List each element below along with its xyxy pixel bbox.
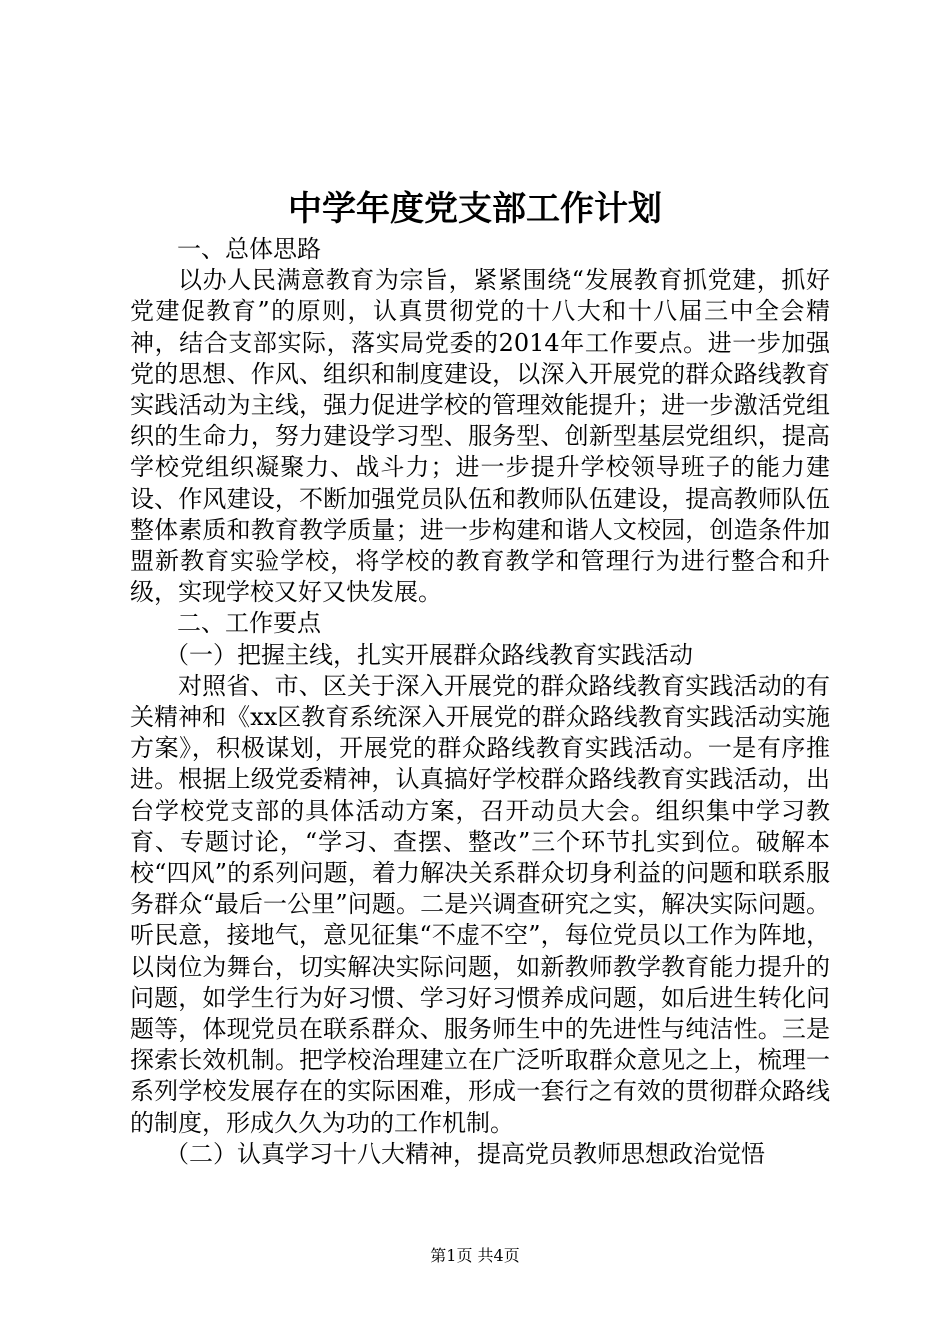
subheading-study-congress: （二）认真学习十八大精神，提高党员教师思想政治觉悟 <box>165 1139 765 1168</box>
section-heading-work-points: 二、工作要点 <box>177 609 321 638</box>
page-footer: 第1页 共4页 <box>430 1246 520 1265</box>
paragraph-mass-line: 对照省、市、区关于深入开展党的群众路线教育实践活动的有关精神和《xx区教育系统深入开展党的群众路线教育实践活动实施方案》，积极谋划，开展党的群众路线教育实践活动。一是有序推进。根据上级党委精神，认真搞好学校群众路线教育实践活动，出台学校党支部的具体活动方案，召开动员大会。组织集中学习教育、专题讨论，“学习、查摆、整改”三个环节扎实到位。破解本校“四风”的系列问题，着力解决关系群众切身利益的问题和联系服务群众“最后一公里”问题。二是兴调查研究之实，解决实际问题。听民意，接地气，意见征集“不虚不空”，每位党员以工作为阵地，以岗位为舞台，切实解决实际问题，如新教师教学教育能力提升的问题，如学生行为好习惯、学习好习惯养成问题，如后进生转化问题等，体现党员在联系群众、服务师生中的先进性与纯洁性。三是探索长效机制。把学校治理建立在广泛听取群众意见之上，梳理一系列学校发展存在的实际困难，形成一套行之有效的贯彻群众路线的制度，形成久久为功的工作机制。 <box>130 671 830 1137</box>
subheading-mass-line: （一）把握主线，扎实开展群众路线教育实践活动 <box>165 640 693 669</box>
document-title: 中学年度党支部工作计划 <box>288 189 662 229</box>
paragraph-overall-approach: 以办人民满意教育为宗旨，紧紧围绕“发展教育抓党建，抓好党建促教育”的原则，认真贯彻党的十八大和十八届三中全会精神，结合支部实际，落实局党委的2014年工作要点。进一步加强党的思想、作风、组织和制度建设，以深入开展党的群众路线教育实践活动为主线，强力促进学校的管理效能提升；进一步激活党组织的生命力，努力建设学习型、服务型、创新型基层党组织，提高学校党组织凝聚力、战斗力；进一步提升学校领导班子的能力建设、作风建设，不断加强党员队伍和教师队伍建设，提高教师队伍整体素质和教育教学质量；进一步构建和谐人文校园，创造条件加盟新教育实验学校，将学校的教育教学和管理行为进行整合和升级，实现学校又好又快发展。 <box>130 266 830 607</box>
section-heading-overall-approach: 一、总体思路 <box>177 235 321 263</box>
document-body <box>130 234 830 1170</box>
